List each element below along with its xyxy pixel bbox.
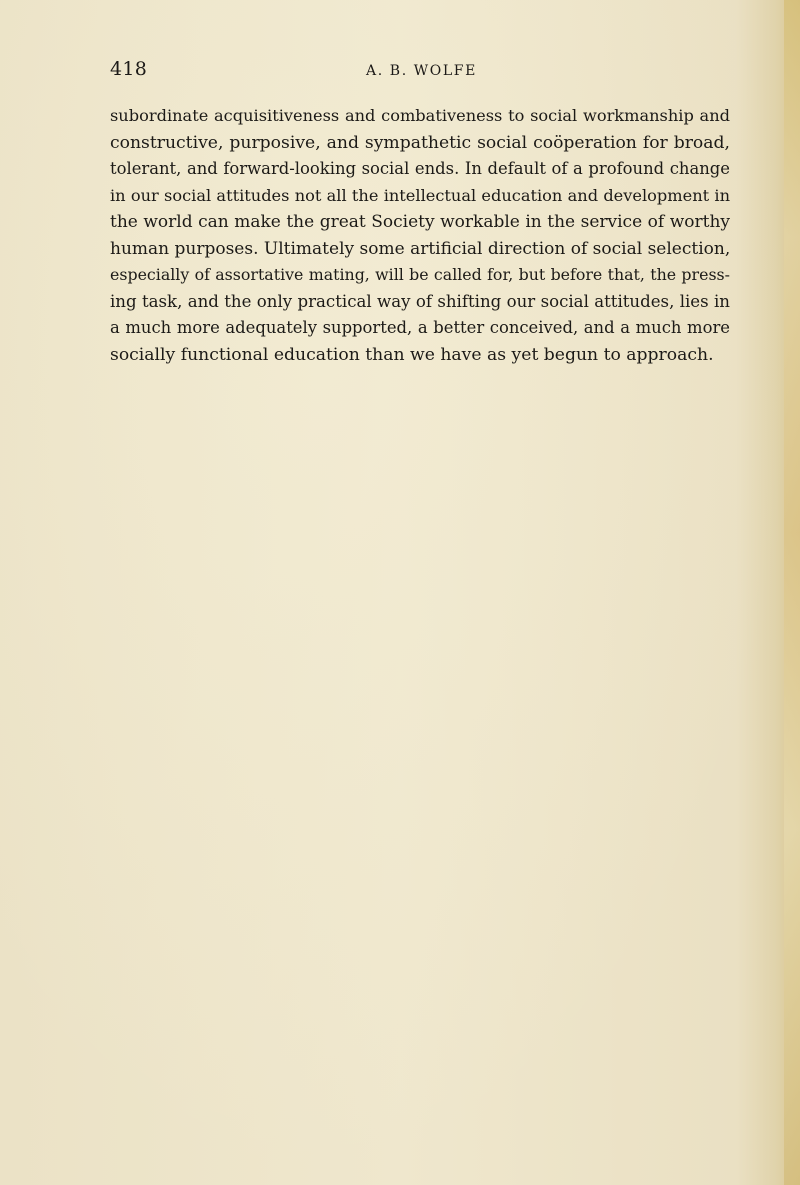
text-line: tolerant, and forward-looking social ends. In default of a profound change [110, 159, 730, 178]
page-edge-stain [784, 0, 800, 1185]
running-head-author: A. B. WOLFE [366, 63, 477, 79]
text-line: especially of assortative mating, will be called for, but before that, the press- [110, 265, 730, 284]
text-line: subordinate acquisitiveness and combativeness to social workmanship and [110, 106, 730, 125]
text-line: a much more adequately supported, a better conceived, and a much more [110, 318, 730, 337]
text-line: constructive, purposive, and sympathetic social coöperation for broad, [110, 132, 730, 153]
text-line: the world can make the great Society workable in the service of worthy [110, 212, 730, 232]
text-line: socially functional education than we have as yet begun to approach. [110, 344, 714, 365]
body-paragraph [110, 103, 730, 368]
page-number: 418 [110, 58, 148, 80]
running-head [110, 58, 730, 88]
text-line: human purposes. Ultimately some artificial direction of social selection, [110, 238, 731, 259]
text-line: in our social attitudes not all the intellectual education and development in [110, 185, 730, 205]
text-line: ing task, and the only practical way of shifting our social attitudes, lies in [110, 291, 730, 311]
